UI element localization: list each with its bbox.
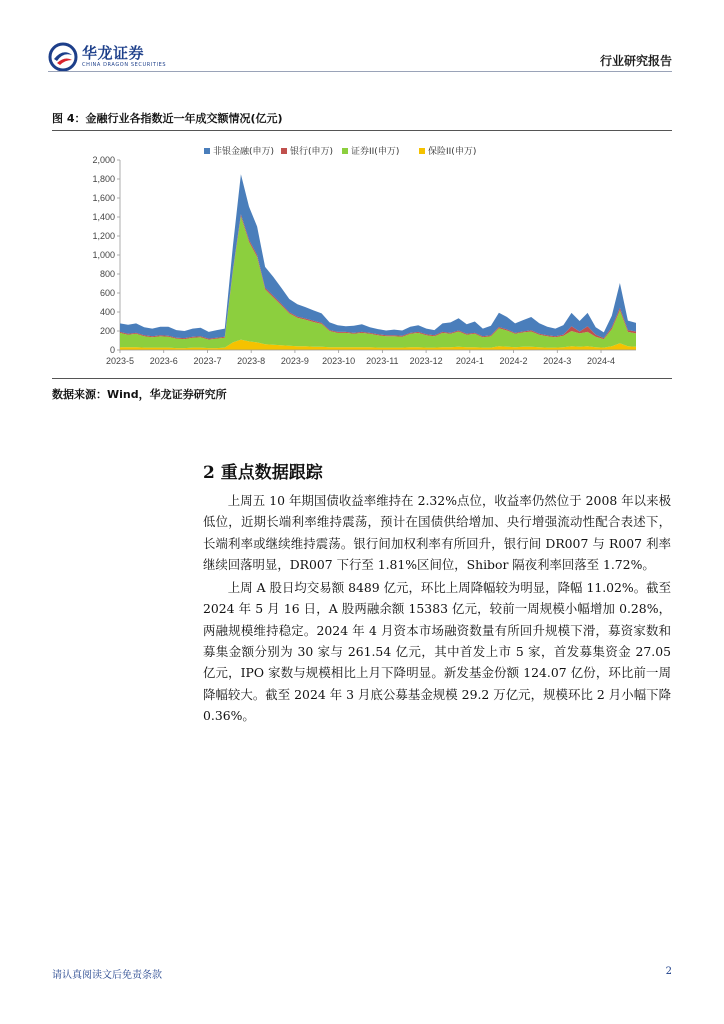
- turnover-chart: [52, 136, 672, 376]
- dragon-logo-icon: [48, 42, 78, 72]
- y-tick-label: 0: [109, 345, 115, 355]
- y-tick-label: 400: [99, 307, 115, 317]
- disclaimer-note: 请认真阅读文后免责条款: [52, 970, 162, 981]
- area-series-1: [120, 214, 636, 339]
- legend-label-2: 证券II(申万): [351, 147, 400, 157]
- page-number: 2: [665, 966, 672, 977]
- legend-label-3: 保险II(申万): [428, 147, 477, 157]
- x-tick-label: 2023-7: [193, 356, 222, 366]
- header-divider: [48, 71, 672, 72]
- figure-source: 数据来源：Wind，华龙证券研究所: [52, 388, 227, 401]
- y-tick-label: 1,200: [92, 231, 115, 241]
- logo-chinese-name: 华龙证券: [82, 44, 145, 62]
- figure-bottom-rule: [52, 378, 672, 379]
- legend-swatch-1: [281, 148, 287, 154]
- y-tick-label: 1,400: [92, 212, 115, 222]
- figure-top-rule: [52, 130, 672, 131]
- page-header: [0, 0, 724, 78]
- report-type: 行业研究报告: [599, 54, 672, 68]
- paragraph-market: 上周 A 股日均交易额 8489 亿元，环比上周降幅较为明显，降幅 11.02%。截至 2024 年 5 月 16 日，A 股两融余额 15383 亿元，较前一周规模小幅增加 0.28%，两融规模维持稳定。2024 年 4 月资本市场融资数量有所回升规模下滑，募资家数和募集金额分别为 30 家与 261.54 亿元，其中首发上市 5 家，首发募集资金 27.05 亿元，IPO 家数与规模相比上月下降明显。新发基金份额 124.07 亿份，环比前一周降幅较大。截至 2024 年 3 月底公募基金规模 29.2 万亿元，规模环比 2 月小幅下降 0.36%。: [203, 580, 671, 723]
- area-series-0: [120, 174, 636, 338]
- y-tick-label: 600: [99, 288, 115, 298]
- legend-swatch-3: [419, 148, 425, 154]
- y-tick-label: 1,600: [92, 193, 115, 203]
- x-tick-label: 2023-12: [409, 356, 443, 366]
- x-tick-label: 2023-6: [149, 356, 178, 366]
- legend-swatch-0: [204, 148, 210, 154]
- x-tick-label: 2024-2: [499, 356, 528, 366]
- logo-english-name: CHINA DRAGON SECURITIES: [82, 62, 167, 68]
- y-tick-label: 1,800: [92, 174, 115, 184]
- y-tick-label: 2,000: [92, 155, 115, 165]
- legend-swatch-2: [342, 148, 348, 154]
- y-tick-label: 200: [99, 326, 115, 336]
- x-tick-label: 2023-5: [105, 356, 135, 366]
- x-tick-label: 2023-8: [237, 356, 266, 366]
- x-tick-label: 2024-1: [455, 356, 484, 366]
- x-tick-label: 2023-11: [366, 356, 399, 366]
- x-tick-label: 2023-10: [322, 356, 356, 366]
- x-tick-label: 2024-4: [587, 356, 616, 366]
- section-title: 2 重点数据跟踪: [203, 463, 323, 483]
- brand-logo: [48, 42, 166, 72]
- x-tick-label: 2023-9: [280, 356, 309, 366]
- figure-title: 图 4：金融行业各指数近一年成交额情况(亿元): [52, 112, 283, 125]
- y-tick-label: 800: [99, 269, 115, 279]
- legend-label-1: 银行(申万): [290, 147, 334, 157]
- y-tick-label: 1,000: [92, 250, 115, 260]
- legend-label-0: 非银金融(申万): [213, 147, 275, 157]
- body-text: [203, 490, 671, 728]
- x-tick-label: 2024-3: [543, 356, 572, 366]
- paragraph-rates: 上周五 10 年期国债收益率维持在 2.32%点位，收益率仍然位于 2008 年以来极低位，近期长端利率维持震荡，预计在国债供给增加、央行增强流动性配合表述下，长端利率或继续维持震荡。银行间加权利率有所回升，银行间 DR007 与 R007 利率继续回落明显，DR007 下行至 1.81%区间位，Shibor 隔夜利率回落至 1.72%。: [203, 493, 671, 572]
